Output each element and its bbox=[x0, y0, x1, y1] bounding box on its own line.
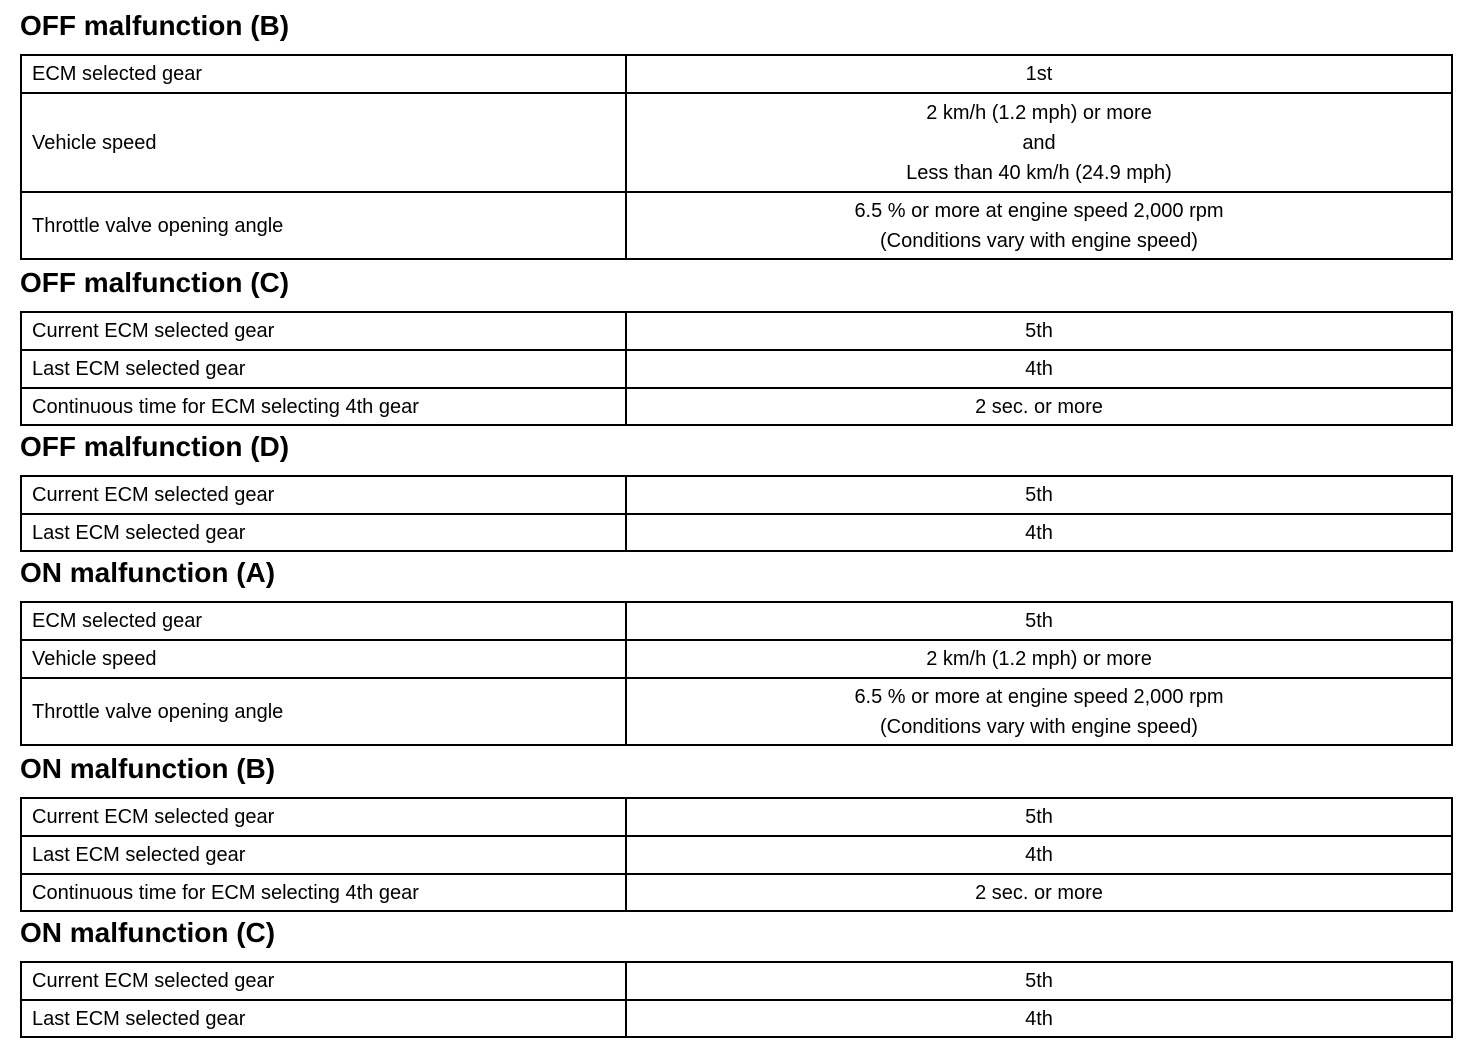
condition-label: Last ECM selected gear bbox=[21, 1000, 626, 1037]
section-title: ON malfunction (B) bbox=[20, 753, 276, 784]
table-row bbox=[21, 1000, 1452, 1037]
table-row bbox=[21, 476, 1452, 514]
condition-value bbox=[626, 962, 1452, 1000]
section-title: OFF malfunction (C) bbox=[20, 267, 290, 298]
table-row bbox=[21, 93, 1452, 192]
value-line: 4th bbox=[1025, 1007, 1053, 1030]
table-row bbox=[21, 312, 1452, 350]
condition-label: Vehicle speed bbox=[21, 93, 626, 192]
condition-value bbox=[626, 602, 1452, 640]
value-line: 4th bbox=[1025, 521, 1053, 544]
condition-label: Continuous time for ECM selecting 4th gear bbox=[21, 874, 626, 911]
condition-value bbox=[626, 476, 1452, 514]
condition-label: Throttle valve opening angle bbox=[21, 678, 626, 745]
value-line: 5th bbox=[1025, 610, 1053, 632]
section-title: ON malfunction (A) bbox=[20, 557, 276, 588]
value-line: 2 sec. or more bbox=[975, 881, 1103, 904]
table-row bbox=[21, 836, 1452, 874]
table-row bbox=[21, 55, 1452, 93]
table-row bbox=[21, 640, 1452, 678]
condition-value bbox=[626, 312, 1452, 350]
value-line: 4th bbox=[1025, 358, 1053, 380]
condition-label: Last ECM selected gear bbox=[21, 836, 626, 874]
condition-table bbox=[20, 311, 1453, 426]
section-title: ON malfunction (C) bbox=[20, 917, 276, 948]
condition-table bbox=[20, 54, 1453, 260]
condition-value bbox=[626, 388, 1452, 425]
condition-value bbox=[626, 678, 1452, 745]
table-row bbox=[21, 962, 1452, 1000]
value-line: 5th bbox=[1025, 806, 1053, 828]
condition-table bbox=[20, 475, 1453, 552]
value-line: (Conditions vary with engine speed) bbox=[880, 229, 1198, 252]
table-row bbox=[21, 514, 1452, 551]
table-row bbox=[21, 678, 1452, 745]
value-line: 6.5 % or more at engine speed 2,000 rpm bbox=[854, 199, 1224, 222]
value-line: Less than 40 km/h (24.9 mph) bbox=[906, 161, 1172, 184]
table-row bbox=[21, 350, 1452, 388]
table-row bbox=[21, 602, 1452, 640]
condition-value bbox=[626, 640, 1452, 678]
condition-label: ECM selected gear bbox=[21, 602, 626, 640]
section-title: OFF malfunction (B) bbox=[20, 10, 290, 41]
condition-value bbox=[626, 836, 1452, 874]
value-line: 5th bbox=[1025, 320, 1053, 342]
condition-label: Current ECM selected gear bbox=[21, 962, 626, 1000]
value-line: 1st bbox=[1025, 63, 1053, 85]
condition-label: Continuous time for ECM selecting 4th gear bbox=[21, 388, 626, 425]
value-line: and bbox=[1022, 131, 1056, 154]
condition-table bbox=[20, 797, 1453, 912]
condition-label: Current ECM selected gear bbox=[21, 476, 626, 514]
condition-label: Vehicle speed bbox=[21, 640, 626, 678]
value-line: (Conditions vary with engine speed) bbox=[880, 715, 1198, 738]
condition-label: Current ECM selected gear bbox=[21, 312, 626, 350]
condition-value bbox=[626, 514, 1452, 551]
condition-value bbox=[626, 1000, 1452, 1037]
condition-label: Throttle valve opening angle bbox=[21, 192, 626, 259]
section-title: OFF malfunction (D) bbox=[20, 431, 290, 462]
condition-value bbox=[626, 93, 1452, 192]
condition-value bbox=[626, 350, 1452, 388]
value-line: 4th bbox=[1025, 844, 1053, 866]
value-line: 2 sec. or more bbox=[975, 395, 1103, 418]
condition-table bbox=[20, 601, 1453, 746]
value-line: 2 km/h (1.2 mph) or more bbox=[926, 648, 1152, 670]
table-row bbox=[21, 192, 1452, 259]
condition-table bbox=[20, 961, 1453, 1038]
condition-label: Last ECM selected gear bbox=[21, 514, 626, 551]
condition-value bbox=[626, 192, 1452, 259]
condition-label: ECM selected gear bbox=[21, 55, 626, 93]
condition-label: Last ECM selected gear bbox=[21, 350, 626, 388]
condition-value bbox=[626, 55, 1452, 93]
value-line: 6.5 % or more at engine speed 2,000 rpm bbox=[854, 685, 1224, 708]
condition-value bbox=[626, 798, 1452, 836]
table-row bbox=[21, 874, 1452, 911]
value-line: 5th bbox=[1025, 970, 1053, 992]
table-row bbox=[21, 388, 1452, 425]
table-row bbox=[21, 798, 1452, 836]
condition-label: Current ECM selected gear bbox=[21, 798, 626, 836]
condition-value bbox=[626, 874, 1452, 911]
value-line: 2 km/h (1.2 mph) or more bbox=[926, 101, 1152, 124]
value-line: 5th bbox=[1025, 484, 1053, 506]
